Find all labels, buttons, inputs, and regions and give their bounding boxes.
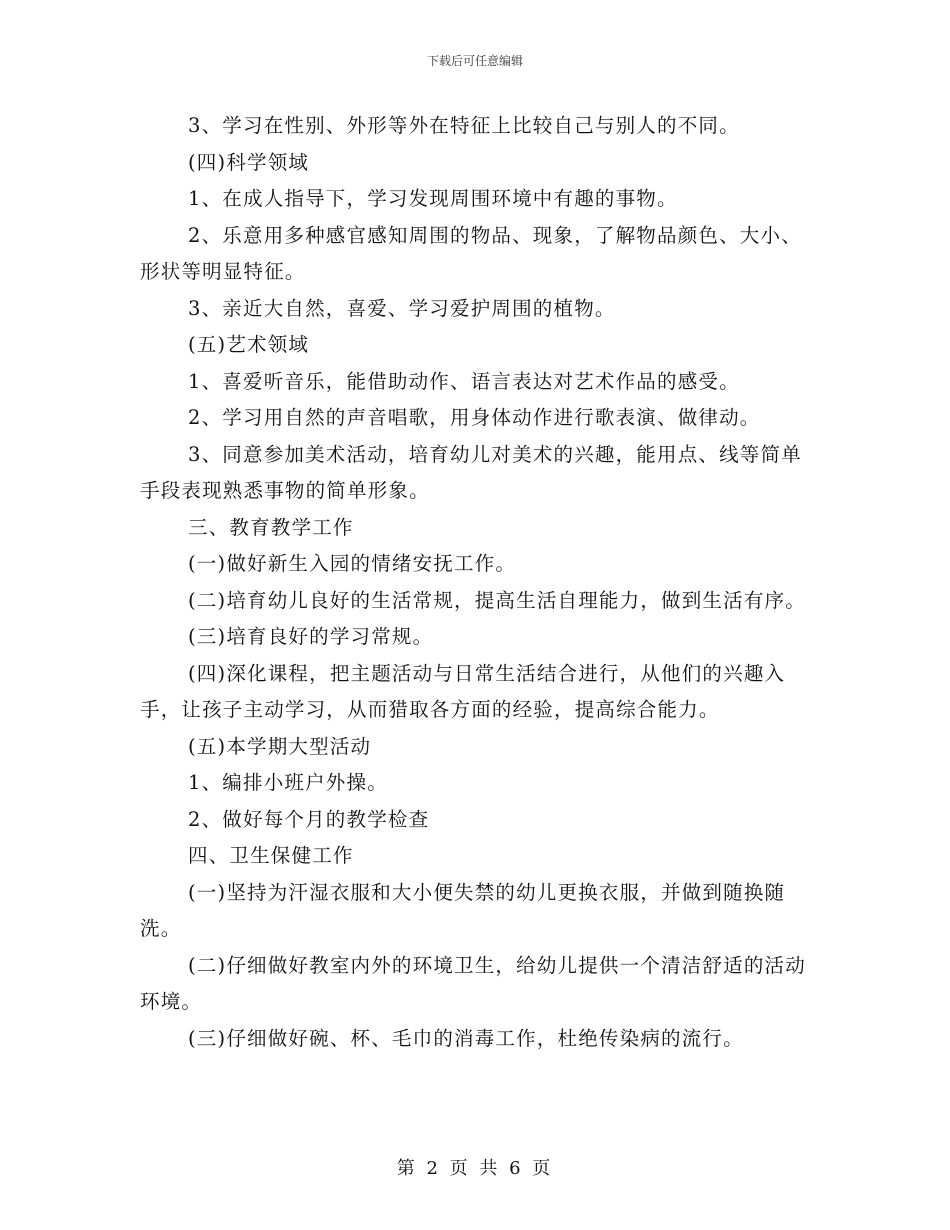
page-number: 第 2 页 共 6 页 xyxy=(396,1158,554,1179)
paragraph: 2、学习用自然的声音唱歌，用身体动作进行歌表演、做律动。 xyxy=(188,406,761,429)
paragraph: (一)坚持为汗湿衣服和大小便失禁的幼儿更换衣服，并做到随换随洗。 xyxy=(140,880,786,940)
paragraph: 2、做好每个月的教学检查 xyxy=(188,807,430,831)
paragraph: (四)深化课程，把主题活动与日常生活结合进行，从他们的兴趣入手，让孩子主动学习，从而猎取各方面的经验，提高综合能力。 xyxy=(140,661,786,721)
section-heading: (五)艺术领域 xyxy=(188,333,310,356)
paragraph: (二)仔细做好教室内外的环境卫生，给幼儿提供一个清洁舒适的活动环境。 xyxy=(140,953,806,1013)
section-heading: (五)本学期大型活动 xyxy=(188,734,372,758)
paragraph: 2、乐意用多种感官感知周围的物品、现象，了解物品颜色、大小、形状等明显特征。 xyxy=(140,223,802,283)
paragraph: 1、喜爱听音乐，能借助动作、语言表达对艺术作品的感受。 xyxy=(188,369,740,393)
paragraph: (一)做好新生入园的情绪安抚工作。 xyxy=(188,552,517,575)
paragraph: (三)培育良好的学习常规。 xyxy=(188,625,434,648)
paragraph: 3、亲近大自然，喜爱、学习爱护周围的植物。 xyxy=(188,296,616,320)
paragraph: 1、在成人指导下，学习发现周围环境中有趣的事物。 xyxy=(188,187,678,210)
section-heading: 三、教育教学工作 xyxy=(188,515,354,539)
paragraph: 3、学习在性别、外形等外在特征上比较自己与别人的不同。 xyxy=(188,114,740,137)
paragraph: 3、同意参加美术活动，培育幼儿对美术的兴趣，能用点、线等简单手段表现熟悉事物的简单形象。 xyxy=(140,442,802,502)
paragraph: 1、编排小班户外操。 xyxy=(188,771,388,794)
section-heading: (四)科学领域 xyxy=(188,150,310,174)
paragraph: (三)仔细做好碗、杯、毛巾的消毒工作，杜绝传染病的流行。 xyxy=(188,1026,744,1050)
document-body xyxy=(140,108,810,1057)
page-header: 下载后可任意编辑 xyxy=(426,54,523,68)
section-heading: 四、卫生保健工作 xyxy=(188,844,354,867)
paragraph: (二)培育幼儿良好的生活常规，提高生活自理能力，做到生活有序。 xyxy=(188,588,806,612)
